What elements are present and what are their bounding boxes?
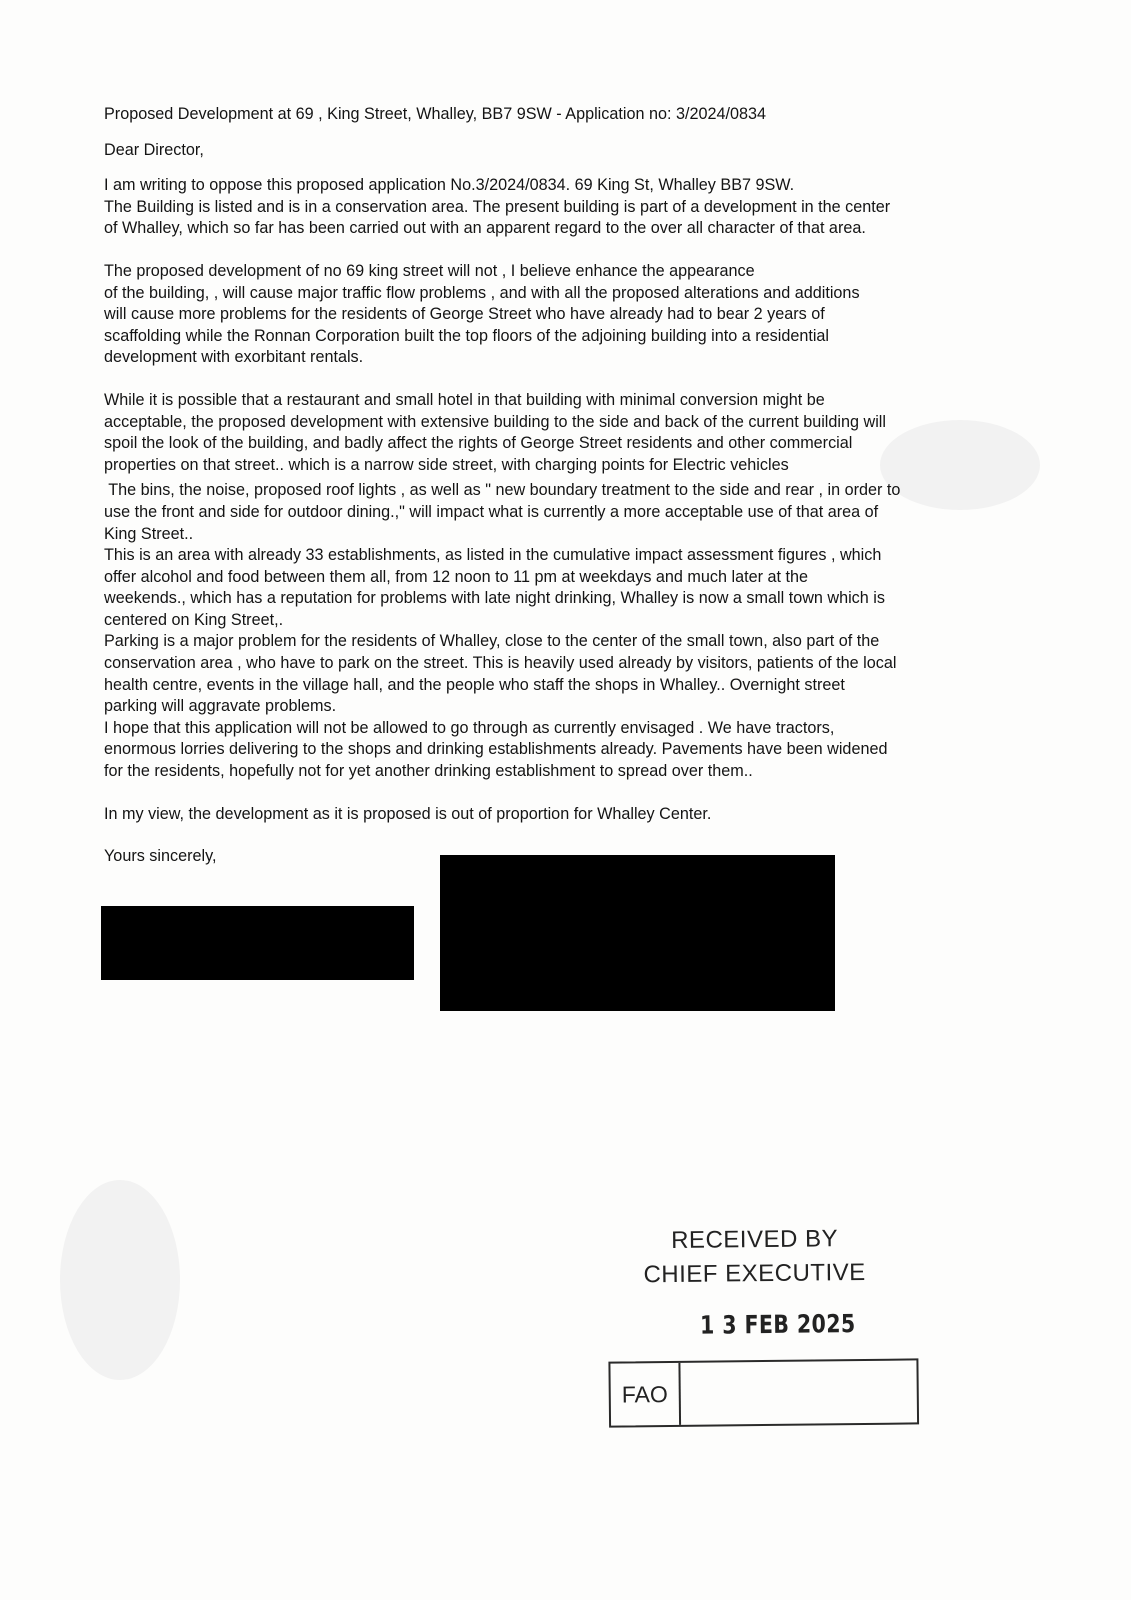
text-line: scaffolding while the Ronnan Corporation built the top floors of the adjoining building into a residential xyxy=(104,326,830,345)
paragraph-2 xyxy=(104,261,1034,369)
text-line: The bins, the noise, proposed roof lights , as well as " new boundary treatment to the side and rear , in order to xyxy=(104,481,901,500)
text-line: enormous lorries delivering to the shops and drinking establishments already. Pavements have been widened xyxy=(104,740,888,759)
stamp-date: 1 3 FEB 2025 xyxy=(699,1309,856,1340)
text-line: centered on King Street,. xyxy=(104,610,284,629)
redaction-bar xyxy=(440,855,835,1011)
text-line: for the residents, hopefully not for yet another drinking establishment to spread over them.. xyxy=(104,762,753,781)
text-line: properties on that street.. which is a narrow side street, with charging points for Electric vehicles xyxy=(104,455,789,474)
paragraph-4 xyxy=(104,480,1034,545)
text-line: I hope that this application will not be allowed to go through as currently envisaged . We have tractors, xyxy=(104,718,835,737)
text-line: of the building, , will cause major traffic flow problems , and with all the proposed alterations and additions xyxy=(104,283,860,302)
letter-body xyxy=(104,104,1034,868)
text-line: Parking is a major problem for the residents of Whalley, close to the center of the small town, also part of the xyxy=(104,632,880,651)
scan-smudge xyxy=(60,1180,180,1380)
text-line: parking will aggravate problems. xyxy=(104,697,337,716)
text-line: acceptable, the proposed development with extensive building to the side and back of the current building will xyxy=(104,412,886,431)
text-line: will cause more problems for the residents of George Street who have already had to bear 2 years of xyxy=(104,305,825,324)
fao-label: FAO xyxy=(610,1363,681,1426)
text-line: I am writing to oppose this proposed application No.3/2024/0834. 69 King St, Whalley BB7 9SW. xyxy=(104,176,795,195)
paragraph-8: In my view, the development as it is proposed is out of proportion for Whalley Center. xyxy=(104,804,712,823)
text-line: offer alcohol and food between them all, from 12 noon to 11 pm at weekdays and much later at the xyxy=(104,567,808,586)
text-line: This is an area with already 33 establishments, as listed in the cumulative impact assessment figures , which xyxy=(104,546,882,565)
stamp-received-by: RECEIVED BY xyxy=(671,1225,839,1254)
paragraph-1 xyxy=(104,175,1034,240)
text-line: King Street.. xyxy=(104,524,194,543)
text-line: development with exorbitant rentals. xyxy=(104,348,364,367)
text-line: weekends., which has a reputation for problems with late night drinking, Whalley is now a small town which is xyxy=(104,589,885,608)
fao-box xyxy=(608,1358,919,1427)
received-stamp xyxy=(595,1224,935,1408)
text-line: health centre, events in the village hall, and the people who staff the shops in Whalley.. Overnight street xyxy=(104,675,845,694)
salutation: Dear Director, xyxy=(104,140,204,159)
text-line: While it is possible that a restaurant and small hotel in that building with minimal conversion might be xyxy=(104,390,825,409)
redaction-bar xyxy=(101,906,414,980)
text-line: use the front and side for outdoor dining.," will impact what is currently a more acceptable use of that area of xyxy=(104,502,879,521)
text-line: conservation area , who have to park on the street. This is heavily used already by visitors, patients of the local xyxy=(104,654,897,673)
paragraph-6 xyxy=(104,631,1034,717)
paragraph-7 xyxy=(104,718,1034,783)
stamp-chief-executive: CHIEF EXECUTIVE xyxy=(643,1258,866,1289)
text-line: The proposed development of no 69 king street will not , I believe enhance the appearance xyxy=(104,261,755,280)
text-line: The Building is listed and is in a conservation area. The present building is part of a development in the center xyxy=(104,197,891,216)
paragraph-3 xyxy=(104,390,1034,476)
text-line: of Whalley, which so far has been carried out with an apparent regard to the over all character of that area. xyxy=(104,219,866,238)
letter-heading: Proposed Development at 69 , King Street, Whalley, BB7 9SW - Application no: 3/2024/0834 xyxy=(104,105,766,123)
text-line: spoil the look of the building, and badly affect the rights of George Street residents and other commercial xyxy=(104,434,853,453)
paragraph-5 xyxy=(104,545,1034,631)
closing: Yours sincerely, xyxy=(104,847,217,866)
